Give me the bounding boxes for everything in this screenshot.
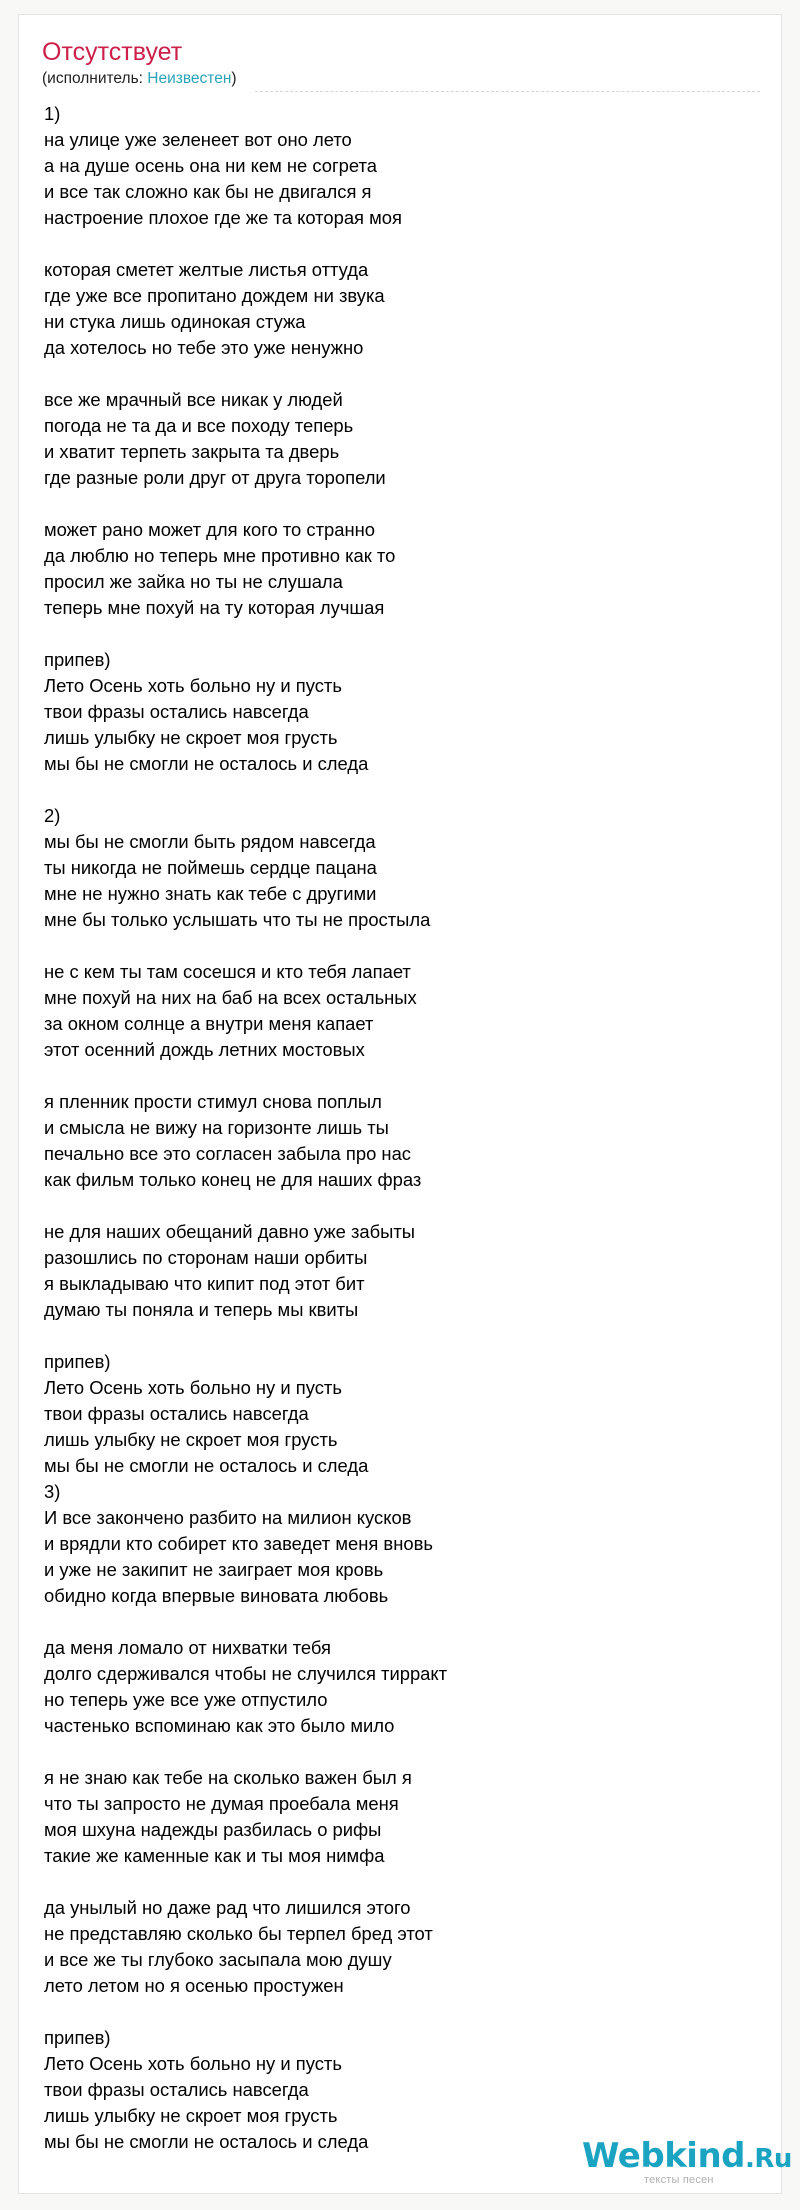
lyric-line: припев) xyxy=(44,649,111,670)
stanza-gap xyxy=(44,1739,744,1765)
lyric-line: все же мрачный все никак у людей xyxy=(44,389,343,410)
lyric-line: мы бы не смогли не осталось и следа xyxy=(44,753,369,774)
stanza-gap xyxy=(44,361,744,387)
lyric-line: и врядли кто собирет кто заведет меня вновь xyxy=(44,1533,433,1554)
logo-tagline: тексты песен xyxy=(644,2174,714,2186)
stanza-gap xyxy=(44,1193,744,1219)
logo-wordmark xyxy=(582,2136,792,2179)
lyric-line: где уже все пропитано дождем ни звука xyxy=(44,285,385,306)
artist-prefix: (исполнитель: xyxy=(42,70,148,87)
lyric-line: да хотелось но тебе это уже ненужно xyxy=(44,337,364,358)
lyric-line: лето летом но я осенью простужен xyxy=(44,1975,344,1996)
lyric-line: Лето Осень хоть больно ну и пусть xyxy=(44,675,342,696)
song-title: Отсутствует xyxy=(42,38,183,66)
artist-link[interactable]: Неизвестен xyxy=(147,70,232,87)
lyric-line: твои фразы остались навсегда xyxy=(44,2079,309,2100)
lyric-line: и все же ты глубоко засыпала мою душу xyxy=(44,1949,392,1970)
lyric-line: но теперь уже все уже отпустило xyxy=(44,1689,328,1710)
lyric-line: лишь улыбку не скроет моя грусть xyxy=(44,1429,338,1450)
stanza-gap xyxy=(44,1999,744,2025)
lyric-line: обидно когда впервые виновата любовь xyxy=(44,1585,389,1606)
lyric-line: такие же каменные как и ты моя нимфа xyxy=(44,1845,385,1866)
lyric-line: И все закончено разбито на милион кусков xyxy=(44,1507,412,1528)
lyric-line: лишь улыбку не скроет моя грусть xyxy=(44,727,338,748)
lyrics-body xyxy=(44,101,744,2155)
lyric-line: этот осенний дождь летних мостовых xyxy=(44,1039,365,1060)
lyric-line: думаю ты поняла и теперь мы квиты xyxy=(44,1299,359,1320)
stanza-gap xyxy=(44,1609,744,1635)
lyric-line: не с кем ты там сосешся и кто тебя лапает xyxy=(44,961,411,982)
stanza-gap xyxy=(44,491,744,517)
lyric-line: и все так сложно как бы не двигался я xyxy=(44,181,372,202)
stanza-gap xyxy=(44,1869,744,1895)
stanza-gap xyxy=(44,1063,744,1089)
logo-brand-tld: .Ru xyxy=(745,2144,792,2174)
lyric-line: Лето Осень хоть больно ну и пусть xyxy=(44,1377,342,1398)
stanza-gap xyxy=(44,1323,744,1349)
lyric-line: мне не нужно знать как тебе с другими xyxy=(44,883,377,904)
stanza-gap xyxy=(44,777,744,803)
artist-line xyxy=(42,71,237,87)
header-divider xyxy=(255,91,760,92)
lyric-line: не представляю сколько бы терпел бред этот xyxy=(44,1923,433,1944)
lyric-line: за окном солнце а внутри меня капает xyxy=(44,1013,374,1034)
lyric-line: печально все это согласен забыла про нас xyxy=(44,1143,411,1164)
lyric-line: мы бы не смогли не осталось и следа xyxy=(44,2131,369,2152)
lyric-line: что ты запросто не думая проебала меня xyxy=(44,1793,399,1814)
lyric-line: 2) xyxy=(44,805,61,826)
lyric-line: твои фразы остались навсегда xyxy=(44,701,309,722)
lyric-line: я не знаю как тебе на сколько важен был я xyxy=(44,1767,412,1788)
lyric-line: настроение плохое где же та которая моя xyxy=(44,207,402,228)
lyric-line: разошлись по сторонам наши орбиты xyxy=(44,1247,368,1268)
lyric-line: как фильм только конец не для наших фраз xyxy=(44,1169,422,1190)
lyric-line: да люблю но теперь мне противно как то xyxy=(44,545,396,566)
lyric-line: 1) xyxy=(44,103,61,124)
lyric-line: мне бы только услышать что ты не простыла xyxy=(44,909,431,930)
lyric-line: и уже не закипит не заиграет моя кровь xyxy=(44,1559,384,1580)
lyric-line: а на душе осень она ни кем не согрета xyxy=(44,155,377,176)
lyric-line: мне похуй на них на баб на всех остальных xyxy=(44,987,417,1008)
lyric-line: Лето Осень хоть больно ну и пусть xyxy=(44,2053,342,2074)
lyric-line: да унылый но даже рад что лишился этого xyxy=(44,1897,411,1918)
lyric-line: ты никогда не поймешь сердце пацана xyxy=(44,857,377,878)
lyric-line: где разные роли друг от друга торопели xyxy=(44,467,386,488)
artist-suffix: ) xyxy=(231,70,237,87)
lyric-line: может рано может для кого то странно xyxy=(44,519,376,540)
lyric-line: ни стука лишь одинокая стужа xyxy=(44,311,306,332)
lyric-line: лишь улыбку не скроет моя грусть xyxy=(44,2105,338,2126)
lyric-line: припев) xyxy=(44,1351,111,1372)
lyric-line: 3) xyxy=(44,1481,61,1502)
lyric-line: я выкладываю что кипит под этот бит xyxy=(44,1273,365,1294)
lyric-line: мы бы не смогли не осталось и следа xyxy=(44,1455,369,1476)
lyric-line: просил же зайка но ты не слушала xyxy=(44,571,343,592)
stanza-gap xyxy=(44,933,744,959)
lyric-line: на улице уже зеленеет вот оно лето xyxy=(44,129,352,150)
lyric-line: твои фразы остались навсегда xyxy=(44,1403,309,1424)
stanza-gap xyxy=(44,621,744,647)
lyric-line: которая сметет желтые листья оттуда xyxy=(44,259,369,280)
stanza-gap xyxy=(44,231,744,257)
lyric-line: мы бы не смогли быть рядом навсегда xyxy=(44,831,376,852)
lyric-line: долго сдерживался чтобы не случился тирракт xyxy=(44,1663,448,1684)
lyric-line: погода не та да и все походу теперь xyxy=(44,415,354,436)
lyric-line: теперь мне похуй на ту которая лучшая xyxy=(44,597,385,618)
site-logo[interactable] xyxy=(582,2136,792,2192)
lyric-line: да меня ломало от нихватки тебя xyxy=(44,1637,332,1658)
lyric-line: я пленник прости стимул снова поплыл xyxy=(44,1091,382,1112)
lyric-line: и хватит терпеть закрыта та дверь xyxy=(44,441,340,462)
lyric-line: не для наших обещаний давно уже забыты xyxy=(44,1221,416,1242)
logo-brand-main: Webkind xyxy=(582,2136,745,2176)
lyric-line: и смысла не вижу на горизонте лишь ты xyxy=(44,1117,389,1138)
lyric-line: частенько вспоминаю как это было мило xyxy=(44,1715,395,1736)
lyric-line: припев) xyxy=(44,2027,111,2048)
lyric-line: моя шхуна надежды разбилась о рифы xyxy=(44,1819,382,1840)
